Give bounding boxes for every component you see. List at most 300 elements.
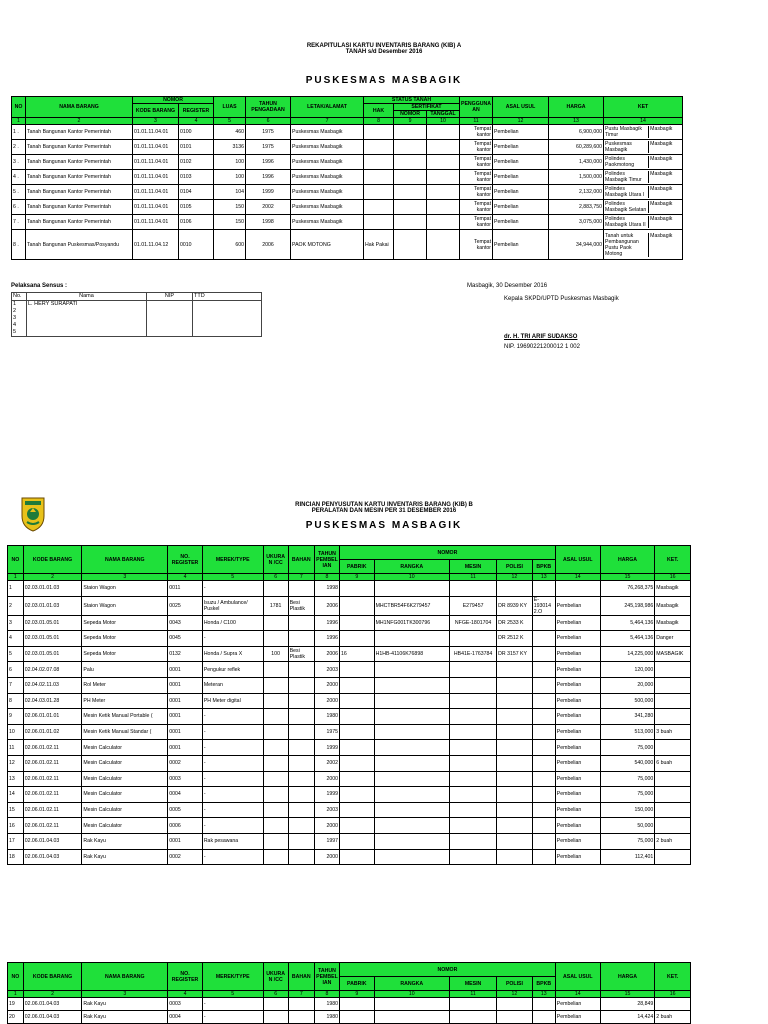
nomor-pabrik <box>340 802 375 818</box>
table-row <box>8 849 691 865</box>
no-register: 0025 <box>168 596 203 615</box>
nomor-rangka <box>374 677 449 693</box>
sertifikat-nomor <box>394 125 427 140</box>
nomor-bpkb <box>532 693 555 709</box>
nama-barang: Mesin Ketik Manual Standar ( <box>82 724 168 740</box>
sensus-row <box>12 308 262 315</box>
nomor-bpkb <box>532 646 555 662</box>
table-row <box>8 596 691 615</box>
kib-b-cont-column-number: 11 <box>450 991 497 998</box>
nama-barang: Mesin Calculator <box>82 771 168 787</box>
kib-a-header-nomor: NOMOR <box>133 97 214 104</box>
nama-barang: Mesin Calculator <box>82 787 168 803</box>
table-row <box>8 693 691 709</box>
tahun-pengadaan: 1996 <box>246 170 291 185</box>
row-number: 1 <box>8 581 24 597</box>
kib-b-cont-column-number: 9 <box>340 991 375 998</box>
keterangan-wilayah: Masbagik <box>650 216 673 222</box>
keterangan <box>604 155 683 170</box>
sertifikat-nomor <box>394 185 427 200</box>
kib-a-header-ket: KET <box>604 97 683 118</box>
merek-type: - <box>202 802 263 818</box>
kib-a-header-sertifikat: SERTIFIKAT <box>394 104 460 111</box>
sertifikat-tanggal <box>427 125 460 140</box>
kib-a-header-letak: LETAK/ALAMAT <box>291 97 364 118</box>
keterangan: 6 buah <box>655 755 691 771</box>
kode-barang: 02.06.01.04.03 <box>23 849 82 865</box>
nomor-polisi <box>497 833 533 849</box>
kib-b-table-continued <box>7 962 691 1024</box>
nomor-rangka <box>374 849 449 865</box>
ukuran-cc <box>263 771 288 787</box>
nomor-polisi <box>497 677 533 693</box>
kib-a-column-number: 9 <box>394 118 427 125</box>
row-number: 13 <box>8 771 24 787</box>
harga: 28,849 <box>600 998 654 1011</box>
row-number: 3 <box>8 615 24 631</box>
nomor-bpkb <box>532 662 555 678</box>
kib-b-cont-column-number: 4 <box>168 991 203 998</box>
nomor-pabrik <box>340 1011 375 1024</box>
keterangan-lokasi: Polindes Paokmotong <box>604 156 649 168</box>
keterangan <box>655 818 691 834</box>
kib-b-header-merek: MEREK/TYPE <box>202 546 263 574</box>
merek-type: - <box>202 740 263 756</box>
harga: 341,280 <box>600 709 654 725</box>
kib-a-header-penggunaan: PENGGUNAAN <box>460 97 493 118</box>
tahun-pengadaan: 1996 <box>246 155 291 170</box>
table-row <box>8 833 691 849</box>
hak <box>364 155 394 170</box>
nomor-polisi <box>497 581 533 597</box>
asal-usul: Pembelian <box>555 1011 600 1024</box>
ukuran-cc <box>263 740 288 756</box>
asal-usul: Pembelian <box>493 230 549 260</box>
asal-usul: Pembelian <box>555 677 600 693</box>
harga: 2,883,750 <box>549 200 604 215</box>
asal-usul: Pembelian <box>555 755 600 771</box>
nomor-pabrik <box>340 833 375 849</box>
asal-usul: Pembelian <box>493 170 549 185</box>
keterangan-lokasi: Puskesmas Masbagik <box>604 141 649 153</box>
nomor-pabrik <box>340 615 375 631</box>
nama-barang: Sepeda Motor <box>82 631 168 647</box>
row-number: 2 . <box>12 140 26 155</box>
harga: 20,000 <box>600 677 654 693</box>
row-number: 1 . <box>12 125 26 140</box>
kib-b-header-ket: KET. <box>655 546 691 574</box>
kode-barang: 02.06.01.02.11 <box>23 802 82 818</box>
keterangan: 2 buah <box>655 1011 691 1024</box>
keterangan <box>655 771 691 787</box>
kode-barang: 02.03.01.05.01 <box>23 631 82 647</box>
no-register: 0043 <box>168 615 203 631</box>
kib-b-cont-header-nomor: NOMOR <box>340 963 556 977</box>
penggunaan: Tempat kantor <box>460 185 493 200</box>
hak: Hak Pakai <box>364 230 394 260</box>
kode-barang: 02.06.01.04.03 <box>23 1011 82 1024</box>
nomor-rangka <box>374 787 449 803</box>
asal-usul: Pembelian <box>555 646 600 662</box>
penggunaan: Tempat kantor <box>460 215 493 230</box>
kode-barang: 02.03.01.05.01 <box>23 646 82 662</box>
nomor-bpkb <box>532 802 555 818</box>
keterangan: 3 buah <box>655 724 691 740</box>
tahun-pembelian: 2000 <box>314 693 339 709</box>
row-number: 16 <box>8 818 24 834</box>
nomor-mesin <box>450 677 497 693</box>
register: 0105 <box>179 200 214 215</box>
harga: 75,000 <box>600 771 654 787</box>
kib-b-cont-column-number: 6 <box>263 991 288 998</box>
kib-b-cont-column-number: 3 <box>82 991 168 998</box>
nomor-bpkb <box>532 771 555 787</box>
register: 0101 <box>179 140 214 155</box>
kib-b-cont-column-number: 15 <box>600 991 654 998</box>
nomor-mesin <box>450 709 497 725</box>
kib-b-cont-column-number: 10 <box>374 991 449 998</box>
kode-barang: 02.04.02.07.08 <box>23 662 82 678</box>
nama-barang: Tanah Bangunan Kantor Pemerintah <box>26 155 133 170</box>
register: 0102 <box>179 155 214 170</box>
nomor-pabrik <box>340 724 375 740</box>
row-number: 3 . <box>12 155 26 170</box>
no-register: 0001 <box>168 740 203 756</box>
nomor-pabrik <box>340 740 375 756</box>
kib-a-column-number: 5 <box>214 118 246 125</box>
harga: 6,900,000 <box>549 125 604 140</box>
table-row <box>8 802 691 818</box>
luas: 100 <box>214 155 246 170</box>
penggunaan: Tempat kantor <box>460 170 493 185</box>
ukuran-cc <box>263 787 288 803</box>
nomor-rangka <box>374 740 449 756</box>
kib-b-cont-header-noreg: NO. REGISTER <box>168 963 203 991</box>
nomor-pabrik <box>340 818 375 834</box>
nomor-mesin <box>450 849 497 865</box>
bahan <box>288 833 314 849</box>
sertifikat-nomor <box>394 155 427 170</box>
nomor-bpkb <box>532 755 555 771</box>
nama-barang: Mesin Calculator <box>82 802 168 818</box>
no-register: 0002 <box>168 849 203 865</box>
kode-barang: 02.06.01.01.01 <box>23 709 82 725</box>
tahun-pembelian: 1980 <box>314 709 339 725</box>
kode-barang: 01.01.11.04.01 <box>133 155 179 170</box>
bahan <box>288 709 314 725</box>
hak <box>364 170 394 185</box>
bahan <box>288 677 314 693</box>
merek-type: - <box>202 849 263 865</box>
asal-usul: Pembelian <box>555 662 600 678</box>
sensus-row <box>12 301 262 309</box>
nomor-polisi <box>497 755 533 771</box>
tahun-pembelian: 2000 <box>314 771 339 787</box>
kib-b-column-number: 6 <box>263 574 288 581</box>
kib-b-column-number: 1 <box>8 574 24 581</box>
nomor-mesin <box>450 802 497 818</box>
kib-a-column-number: 11 <box>460 118 493 125</box>
kode-barang: 01.01.11.04.01 <box>133 215 179 230</box>
nomor-mesin <box>450 724 497 740</box>
tahun-pengadaan: 2002 <box>246 200 291 215</box>
row-number: 14 <box>8 787 24 803</box>
nomor-rangka <box>374 755 449 771</box>
keterangan-wilayah: Masbagik <box>650 201 673 207</box>
luas: 100 <box>214 170 246 185</box>
nomor-pabrik <box>340 771 375 787</box>
keterangan <box>655 662 691 678</box>
ukuran-cc <box>263 755 288 771</box>
asal-usul: Pembelian <box>493 185 549 200</box>
harga: 76,268,375 <box>600 581 654 597</box>
sertifikat-tanggal <box>427 200 460 215</box>
letak-alamat: Puskesmas Masbagik <box>291 155 364 170</box>
tahun-pengadaan: 2006 <box>246 230 291 260</box>
nama-barang: Tanah Bangunan Kantor Pemerintah <box>26 125 133 140</box>
sensus-table <box>11 292 262 337</box>
kib-b-column-number: 10 <box>374 574 449 581</box>
merek-type: - <box>202 818 263 834</box>
sensus-no: 2 <box>12 308 27 315</box>
nomor-bpkb <box>532 709 555 725</box>
keterangan <box>655 677 691 693</box>
ukuran-cc <box>263 1011 288 1024</box>
keterangan: Masbagik <box>655 581 691 597</box>
harga: 513,000 <box>600 724 654 740</box>
tahun-pembelian: 1997 <box>314 833 339 849</box>
row-number: 11 <box>8 740 24 756</box>
merek-type: Pengukur reflek <box>202 662 263 678</box>
kib-b-column-number: 14 <box>555 574 600 581</box>
letak-alamat: Puskesmas Masbagik <box>291 185 364 200</box>
keterangan-lokasi: Tanah untuk Pembangunan Pustu Paok Motong <box>604 233 649 257</box>
merek-type: Isuzu / Ambulance/ Puskel <box>202 596 263 615</box>
keterangan <box>655 998 691 1011</box>
kib-b-cont-header-ukuran: UKURAN /CC <box>263 963 288 991</box>
kib-b-cont-column-number: 5 <box>202 991 263 998</box>
ukuran-cc <box>263 833 288 849</box>
bahan <box>288 998 314 1011</box>
harga: 5,464,136 <box>600 615 654 631</box>
kode-barang: 01.01.11.04.01 <box>133 185 179 200</box>
sensus-header-ttd: TTD <box>193 293 262 301</box>
table-row <box>8 615 691 631</box>
kib-a-column-number: 6 <box>246 118 291 125</box>
nomor-pabrik <box>340 787 375 803</box>
table-row <box>12 170 683 185</box>
harga: 75,000 <box>600 833 654 849</box>
merek-type: Rak pesawana <box>202 833 263 849</box>
keterangan: Danger <box>655 631 691 647</box>
no-register: 0004 <box>168 1011 203 1024</box>
asal-usul: Pembelian <box>555 802 600 818</box>
sensus-ttd <box>193 301 262 309</box>
harga: 540,000 <box>600 755 654 771</box>
bahan <box>288 662 314 678</box>
asal-usul: Pembelian <box>555 849 600 865</box>
keterangan: MASBAGIK <box>655 646 691 662</box>
asal-usul: Pembelian <box>555 631 600 647</box>
harga: 112,401 <box>600 849 654 865</box>
no-register: 0001 <box>168 833 203 849</box>
kib-a-title-1: REKAPITULASI KARTU INVENTARIS BARANG (KIB) A <box>306 43 462 49</box>
nomor-polisi <box>497 771 533 787</box>
table-row <box>8 818 691 834</box>
keterangan-wilayah: Masbagik <box>650 232 673 239</box>
merek-type: - <box>202 1011 263 1024</box>
kib-a-title-2: TANAH s/d Desember 2016 <box>345 49 423 55</box>
ukuran-cc <box>263 724 288 740</box>
table-row <box>8 662 691 678</box>
nomor-pabrik <box>340 581 375 597</box>
asal-usul: Pembelian <box>493 125 549 140</box>
nomor-mesin: NFGE-1801704 <box>450 615 497 631</box>
nomor-pabrik <box>340 693 375 709</box>
row-number: 4 . <box>12 170 26 185</box>
sensus-nama: L. HERY SURAPATI <box>27 301 147 309</box>
kib-b-column-number: 15 <box>600 574 654 581</box>
no-register: 0132 <box>168 646 203 662</box>
letak-alamat: Puskesmas Masbagik <box>291 200 364 215</box>
kode-barang: 01.01.11.04.12 <box>133 230 179 260</box>
nomor-bpkb <box>532 998 555 1011</box>
register: 0104 <box>179 185 214 200</box>
merek-type: - <box>202 709 263 725</box>
nama-barang: Tanah Bangunan Kantor Pemerintah <box>26 185 133 200</box>
kib-b-cont-column-number: 14 <box>555 991 600 998</box>
nama-barang: Rak Kayu <box>82 849 168 865</box>
nomor-polisi: DR 8939 KY <box>497 596 533 615</box>
no-register: 0002 <box>168 755 203 771</box>
asal-usul: Pembelian <box>555 693 600 709</box>
nomor-polisi <box>497 1011 533 1024</box>
asal-usul: Pembelian <box>555 615 600 631</box>
keterangan <box>604 200 683 215</box>
kib-b-column-number: 7 <box>288 574 314 581</box>
nomor-bpkb <box>532 818 555 834</box>
table-row <box>12 140 683 155</box>
no-register: 0003 <box>168 771 203 787</box>
row-number: 10 <box>8 724 24 740</box>
kib-b-column-number: 2 <box>23 574 82 581</box>
bahan <box>288 724 314 740</box>
ukuran-cc <box>263 818 288 834</box>
sertifikat-tanggal <box>427 215 460 230</box>
kib-a-header-sertifikat-tanggal: TANGGAL <box>427 111 460 118</box>
kib-b-column-number: 12 <box>497 574 533 581</box>
kib-a-puskesmas-title: PUSKESMAS MASBAGIK <box>305 75 463 86</box>
bahan <box>288 771 314 787</box>
table-row <box>8 677 691 693</box>
keterangan-wilayah: Masbagik <box>650 171 673 177</box>
keterangan <box>604 215 683 230</box>
keterangan-wilayah: Masbagik <box>650 126 673 132</box>
kib-a-header-tahun: TAHUN PENGADAAN <box>246 97 291 118</box>
keterangan-lokasi: Polindes Masbagik Timur <box>604 171 649 183</box>
signature-nip: NIP. 19690221200012 1 002 <box>504 344 580 350</box>
kib-b-header-harga: HARGA <box>600 546 654 574</box>
row-number: 5 . <box>12 185 26 200</box>
harga: 34,944,000 <box>549 230 604 260</box>
nama-barang: Rak Kayu <box>82 833 168 849</box>
kode-barang: 01.01.11.04.01 <box>133 125 179 140</box>
merek-type: - <box>202 998 263 1011</box>
tahun-pengadaan: 1998 <box>246 215 291 230</box>
nama-barang: Rol Meter <box>82 677 168 693</box>
tahun-pembelian: 2002 <box>314 755 339 771</box>
luas: 3136 <box>214 140 246 155</box>
nomor-mesin <box>450 771 497 787</box>
merek-type: Honda / Supra X <box>202 646 263 662</box>
asal-usul: Pembelian <box>493 200 549 215</box>
kib-b-title-2: PERALATAN DAN MESIN PER 31 DESEMBER 2016 <box>311 508 457 514</box>
tahun-pembelian: 1998 <box>314 581 339 597</box>
kib-b-puskesmas-title: PUSKESMAS MASBAGIK <box>305 520 463 531</box>
asal-usul: Pembelian <box>555 724 600 740</box>
row-number: 8 <box>8 693 24 709</box>
ukuran-cc <box>263 631 288 647</box>
keterangan-lokasi: Polindes Masbagik Utara II <box>604 216 649 228</box>
bahan <box>288 818 314 834</box>
nomor-rangka <box>374 724 449 740</box>
nomor-bpkb <box>532 615 555 631</box>
nomor-pabrik <box>340 998 375 1011</box>
kib-b-cont-header-nama: NAMA BARANG <box>82 963 168 991</box>
kode-barang: 01.01.11.04.01 <box>133 140 179 155</box>
table-row <box>8 998 691 1011</box>
kib-b-column-number: 3 <box>82 574 168 581</box>
nomor-rangka <box>374 1011 449 1024</box>
nama-barang: Staion Wagon <box>82 596 168 615</box>
kib-b-header-no: NO <box>8 546 24 574</box>
kib-a-column-number: 2 <box>26 118 133 125</box>
kib-b-header-nama: NAMA BARANG <box>82 546 168 574</box>
nomor-pabrik <box>340 631 375 647</box>
nama-barang: Tanah Bangunan Kantor Pemerintah <box>26 140 133 155</box>
nama-barang: Tanah Bangunan Kantor Pemerintah <box>26 170 133 185</box>
bahan <box>288 849 314 865</box>
kib-b-title-1: RINCIAN PENYUSUTAN KARTU INVENTARIS BARANG (KIB) B <box>295 502 473 508</box>
asal-usul: Pembelian <box>555 740 600 756</box>
merek-type: PH Meter digital <box>202 693 263 709</box>
kib-a-column-number: 8 <box>364 118 394 125</box>
kib-b-cont-header-kode: KODE BARANG <box>23 963 82 991</box>
letak-alamat: Puskesmas Masbagik <box>291 215 364 230</box>
nomor-bpkb <box>532 724 555 740</box>
tahun-pembelian: 2006 <box>314 646 339 662</box>
kib-a-column-number: 4 <box>179 118 214 125</box>
merek-type: - <box>202 771 263 787</box>
nomor-rangka <box>374 833 449 849</box>
no-register: 0011 <box>168 581 203 597</box>
kib-a-header-sertifikat-nomor: NOMOR <box>394 111 427 118</box>
nama-barang: Rak Kayu <box>82 1011 168 1024</box>
asal-usul: Pembelian <box>555 771 600 787</box>
kib-b-column-number: 16 <box>655 574 691 581</box>
nomor-polisi <box>497 998 533 1011</box>
asal-usul: Pembelian <box>555 709 600 725</box>
nomor-polisi: DR 2512 K <box>497 631 533 647</box>
keterangan <box>604 185 683 200</box>
table-row <box>12 200 683 215</box>
bahan <box>288 581 314 597</box>
tahun-pembelian: 2006 <box>314 596 339 615</box>
kib-b-column-number: 5 <box>202 574 263 581</box>
nomor-bpkb <box>532 740 555 756</box>
nomor-bpkb <box>532 849 555 865</box>
sertifikat-tanggal <box>427 170 460 185</box>
